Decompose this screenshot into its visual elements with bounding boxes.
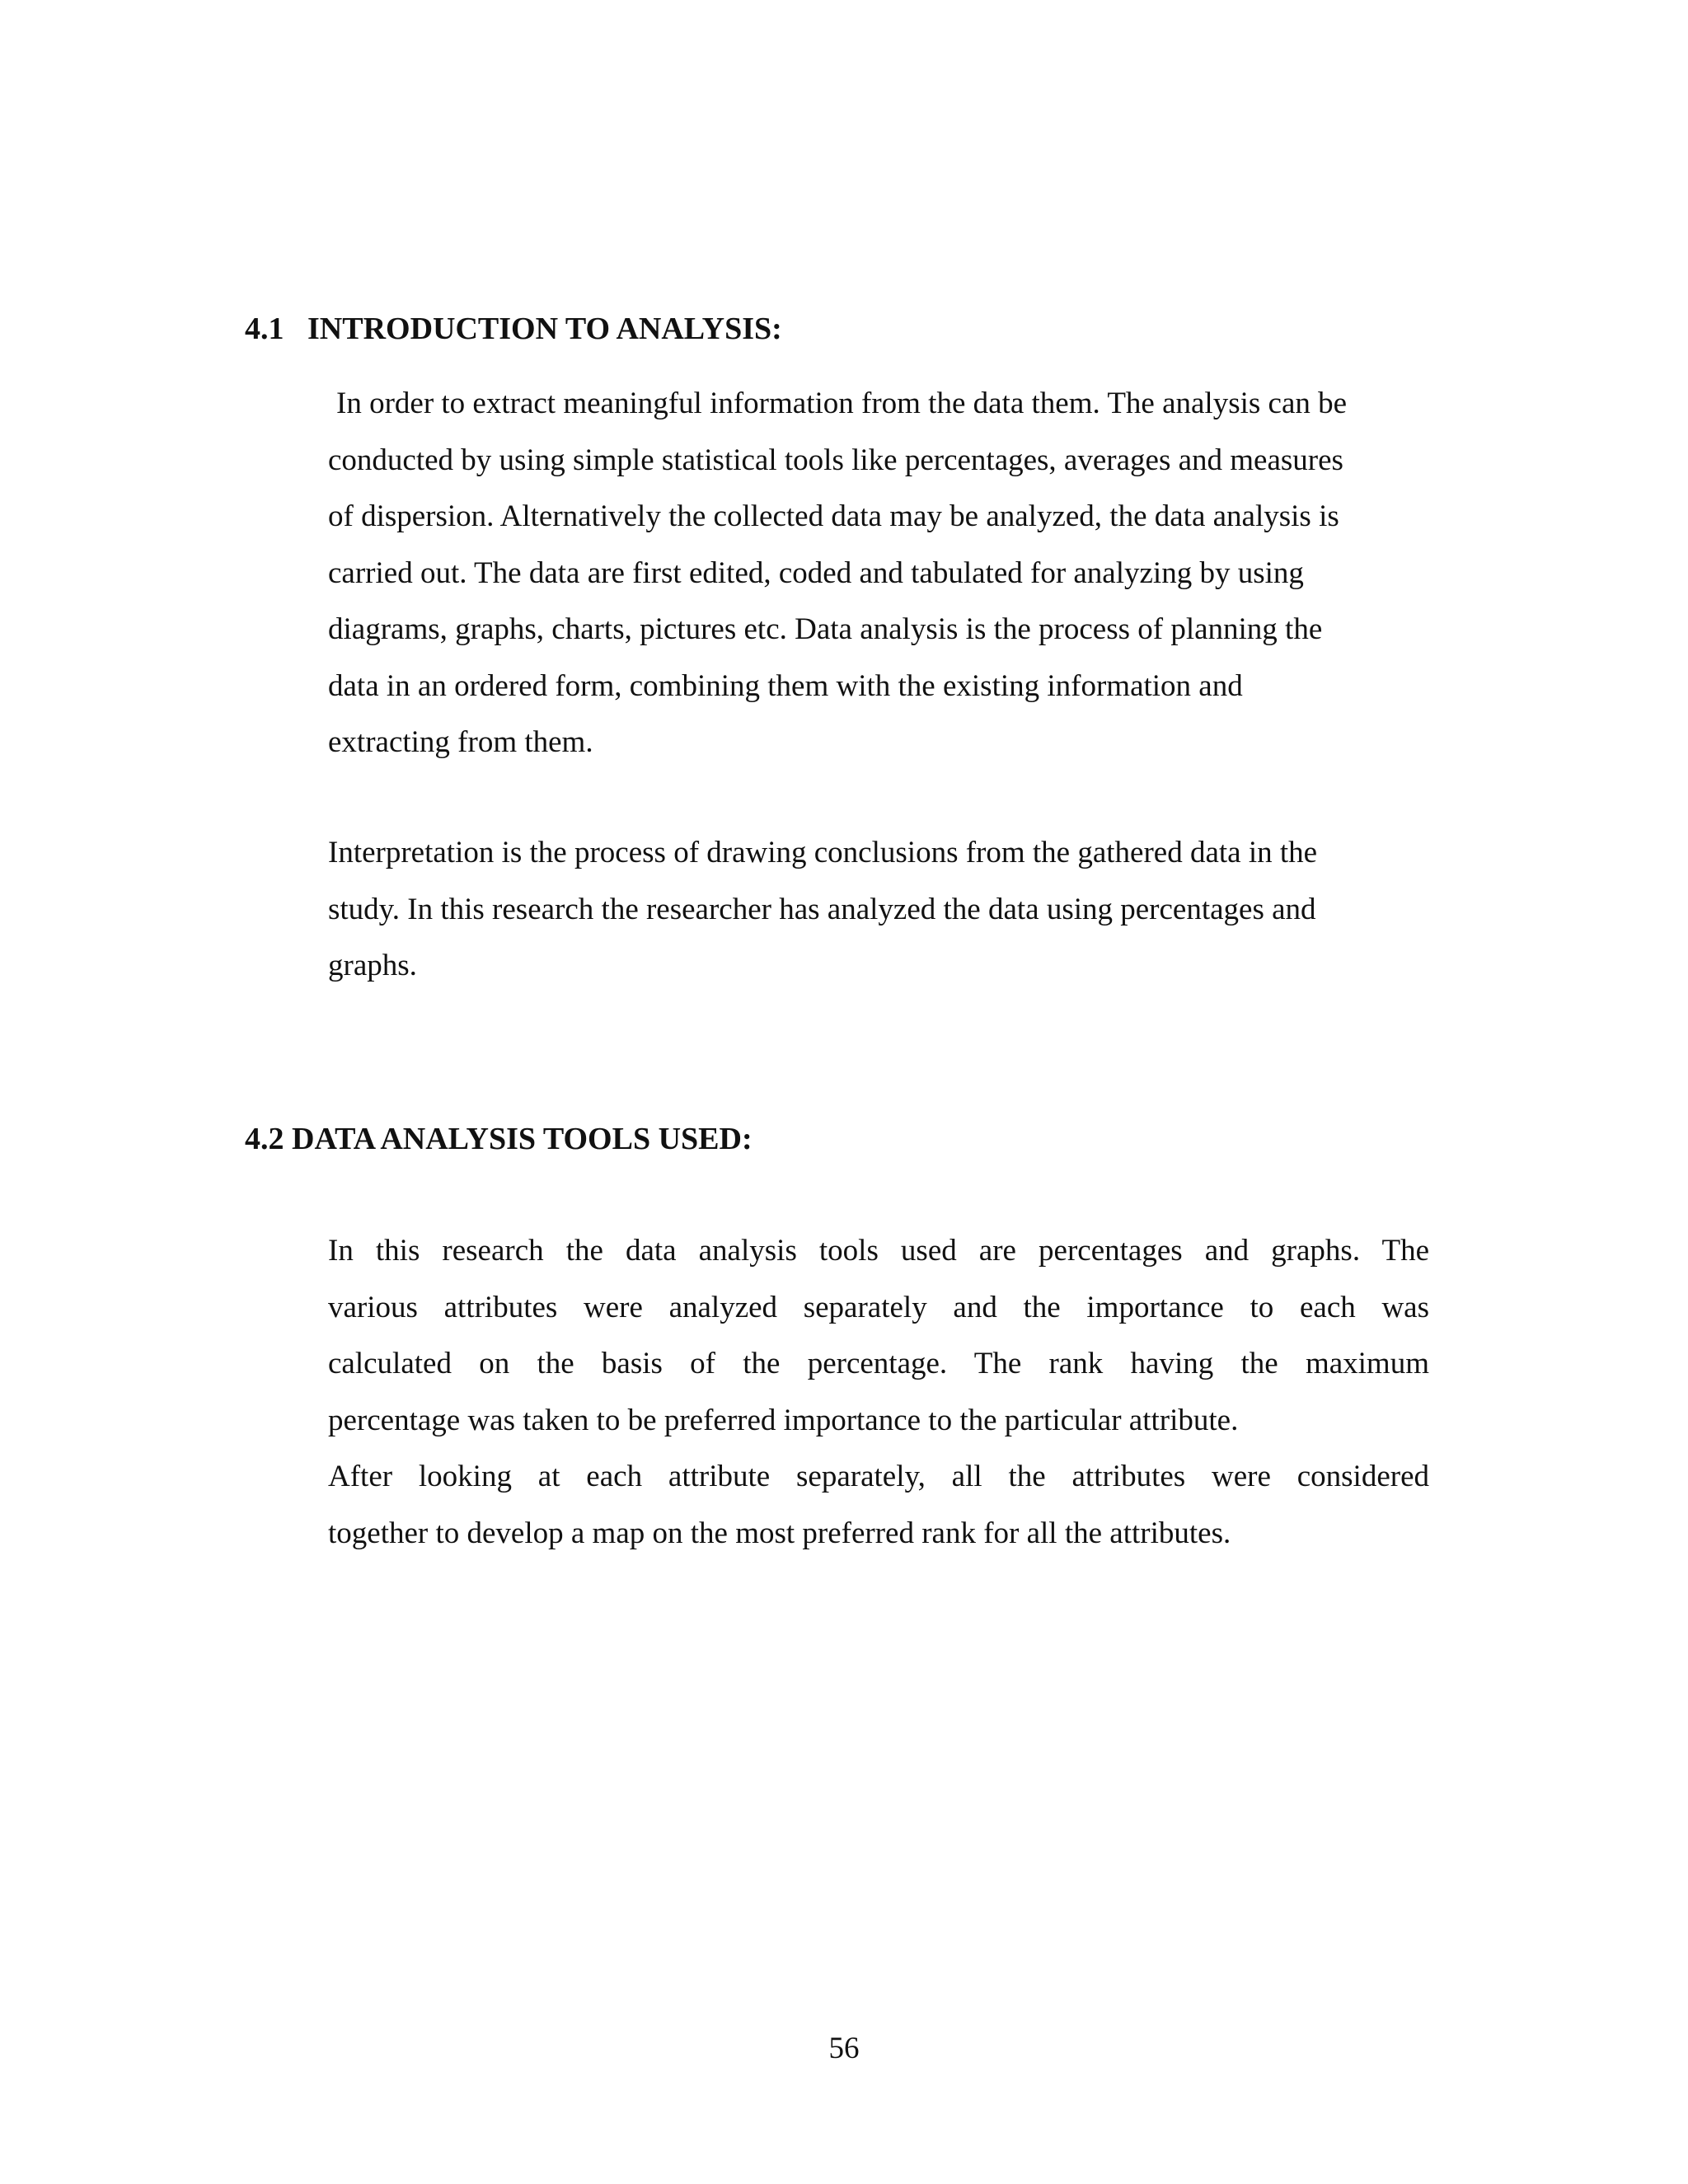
tools-paragraph	[328, 1223, 1429, 1449]
text-line: study. In this research the researcher has analyzed the data using percentages and	[328, 892, 1316, 926]
section-heading-4-1: 4.1 INTRODUCTION TO ANALYSIS:	[245, 312, 782, 346]
interpretation-paragraph	[328, 825, 1432, 995]
text-line: calculated on the basis of the percentage. The rank having the maximum	[328, 1347, 1429, 1380]
page-number: 56	[828, 2032, 860, 2065]
section-heading-4-2: 4.2 DATA ANALYSIS TOOLS USED:	[245, 1122, 753, 1156]
intro-paragraph	[328, 376, 1432, 771]
text-line: graphs.	[328, 949, 417, 982]
text-line: various attributes were analyzed separately and the importance to each was	[328, 1290, 1429, 1324]
text-line: carried out. The data are first edited, coded and tabulated for analyzing by using	[328, 555, 1304, 590]
text-line: percentage was taken to be preferred importance to the particular attribute.	[328, 1403, 1239, 1437]
text-line: together to develop a map on the most preferred rank for all the attributes.	[328, 1516, 1231, 1550]
text-line: In this research the data analysis tools used are percentages and graphs. The	[328, 1234, 1429, 1268]
text-line: Interpretation is the process of drawing conclusions from the gathered data in the	[328, 836, 1318, 869]
text-line: extracting from them.	[328, 725, 593, 759]
text-line: diagrams, graphs, charts, pictures etc. Data analysis is the process of planning the	[328, 612, 1323, 646]
text-line: After looking at each attribute separately, all the attributes were considered	[328, 1460, 1429, 1493]
text-line: conducted by using simple statistical tools like percentages, averages and measures	[328, 443, 1343, 477]
attributes-paragraph	[328, 1449, 1429, 1562]
text-line: In order to extract meaningful information from the data them. The analysis can be	[336, 387, 1348, 420]
text-line: data in an ordered form, combining them with the existing information and	[328, 668, 1243, 703]
text-line: of dispersion. Alternatively the collected data may be analyzed, the data analysis is	[328, 499, 1339, 533]
